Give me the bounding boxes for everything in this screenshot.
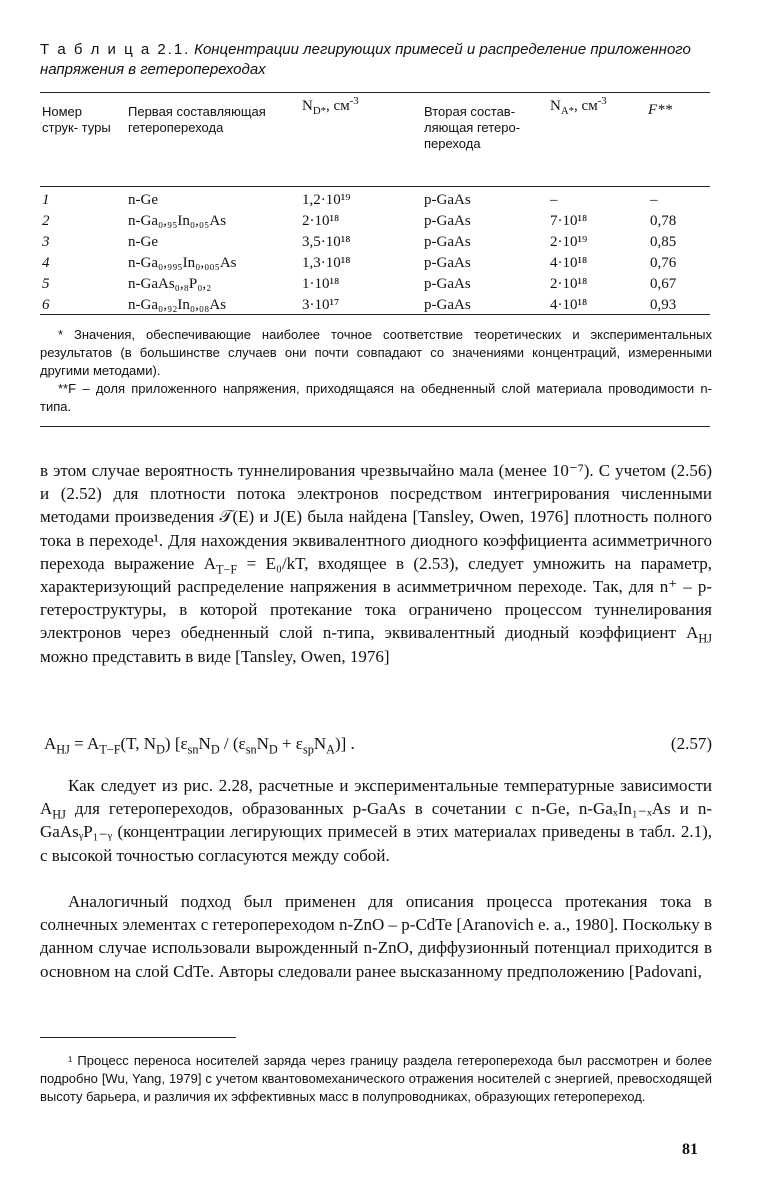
row-number: 4	[42, 255, 50, 271]
table-row	[40, 192, 710, 212]
row-na: –	[550, 192, 558, 208]
row-f: 0,76	[650, 255, 677, 271]
table-row	[40, 234, 710, 254]
row-second-component: p-GaAs	[424, 213, 471, 229]
header-na: $N_{A*}$, $см^{-3}$	[550, 95, 607, 117]
row-number: 6	[42, 297, 50, 313]
table-row	[40, 213, 710, 233]
row-nd: 3,5·10¹⁸	[302, 234, 351, 250]
row-second-component: p-GaAs	[424, 297, 471, 313]
header-nd: $N_{D*}$, $см^{-3}$	[302, 95, 359, 117]
row-f: 0,67	[650, 276, 677, 292]
row-first-component: n-Ge	[128, 234, 158, 250]
row-number: 3	[42, 234, 50, 250]
row-f: 0,78	[650, 213, 677, 229]
row-f: 0,85	[650, 234, 677, 250]
row-first-component: n-GaAs₀,₈P₀,₂	[128, 276, 212, 292]
page-footnote: ¹ Процесс переноса носителей заряда через границу раздела гетероперехода был рассмотрен и более подробно [Wu, Yang, 1979] с учетом квантовомеханического отражения носителей с энергией, превосходящей высоту барьера, и различия их эффективных масс в полупроводниках, образующих гетеропереход.	[40, 1053, 712, 1104]
row-second-component: p-GaAs	[424, 192, 471, 208]
row-na: 4·10¹⁸	[550, 255, 588, 271]
row-nd: 1,2·10¹⁹	[302, 192, 351, 208]
row-nd: 1·10¹⁸	[302, 276, 340, 292]
row-nd: 1,3·10¹⁸	[302, 255, 351, 271]
row-first-component: n-Ge	[128, 192, 158, 208]
table-label: Т а б л и ц а 2.1.	[40, 41, 191, 58]
body-paragraph-1: в этом случае вероятность туннелирования чрезвычайно мала (менее 10⁻⁷). С учетом (2.56) и (2.52) для плотности потока электронов посредством интегрирования численными методами произведения 𝒯(E) и J(E) была найдена [Tansley, Owen, 1976] плотность полного тока в переходе¹. Для нахождения эквивалентного диодного коэффициента асимметричного перехода выражение $A_{T-F} = E_0/kT$, входящее в (2.53), следует умножить на параметр, характеризующий распределение напряжения в асимметричном переходе. Так, для n⁺ – p-гетероструктуры, в которой протекание тока ограничено процессом туннелирования электронов через обедненный слой n-типа, эквивалентный диодный коэффициент $A_{HJ}$ можно представить в виде [Tansley, Owen, 1976]	[40, 461, 712, 666]
table-note-2: **F – доля приложенного напряжения, приходящаяся на обедненный слой материала проводимости n-типа.	[40, 381, 712, 414]
table-header-rule	[40, 186, 710, 187]
row-first-component: n-Ga₀,₉₂In₀,₀₈As	[128, 297, 227, 313]
notes-bottom-rule	[40, 426, 710, 427]
equation-2-57	[44, 734, 712, 757]
row-na: 7·10¹⁸	[550, 213, 588, 229]
row-first-component: n-Ga₀,₉₉₅In₀,₀₀₅As	[128, 255, 237, 271]
row-second-component: p-GaAs	[424, 276, 471, 292]
row-second-component: p-GaAs	[424, 234, 471, 250]
header-f: F**	[648, 102, 673, 118]
row-na: 2·10¹⁹	[550, 234, 588, 250]
footnote-rule	[40, 1037, 236, 1038]
header-first: Первая составляющая гетероперехода	[128, 104, 266, 135]
page-number: 81	[682, 1141, 698, 1158]
table-notes	[40, 326, 712, 416]
header-second: Вторая состав- ляющая гетеро- перехода	[424, 104, 521, 151]
row-number: 2	[42, 213, 50, 229]
header-number: Номер струк- туры	[42, 104, 111, 135]
row-number: 1	[42, 192, 50, 208]
row-nd: 3·10¹⁷	[302, 297, 340, 313]
row-na: 4·10¹⁸	[550, 297, 588, 313]
equation-formula: $A_{HJ} = A_{T-F}(T$, $N_D$) $[\varepsilon_{sn}N_D / (\varepsilon_{sn}N_D + \varepsilon_{sp}N_A)]$ .	[44, 734, 355, 757]
table-row	[40, 255, 710, 275]
row-first-component: n-Ga₀,₉₅In₀,₀₅As	[128, 213, 227, 229]
table-caption-text: Концентрации легирующих примесей и распределение приложенного напряжения в гетеропереходах	[40, 41, 691, 78]
table-row	[40, 276, 710, 296]
table-note-1: * Значения, обеспечивающие наиболее точное соответствие теоретических и экспериментальных результатов (в большинстве случаев они почти совпадают со значениями концентраций, измеренными другими методами).	[40, 327, 712, 378]
row-second-component: p-GaAs	[424, 255, 471, 271]
table-top-rule	[40, 92, 710, 93]
body-paragraph-3: Аналогичный подход был применен для описания процесса протекания тока в солнечных элементах с гетеропереходом n-ZnO – p-CdTe [Aranovich e. a., 1980]. Поскольку в данном случае использовали вырожденный n-ZnO, диффузионный потенциал приходится в основном на слой CdTe. Авторы следовали ранее высказанному предположению [Padovani,	[40, 892, 712, 981]
row-nd: 2·10¹⁸	[302, 213, 340, 229]
table-bottom-rule	[40, 314, 710, 315]
row-f: –	[650, 192, 658, 208]
row-number: 5	[42, 276, 50, 292]
row-f: 0,93	[650, 297, 677, 313]
table-caption	[40, 40, 730, 80]
body-paragraph-2: Как следует из рис. 2.28, расчетные и экспериментальные температурные зависимости $A_{HJ}$ для гетеропереходов, образованных p-GaAs в сочетании с n-Ge, n-GaₓIn₁₋ₓAs и n-GaAsᵧP₁₋ᵧ (концентрации легирующих примесей в этих материалах приведены в табл. 2.1), с высокой точностью согласуются между собой.	[40, 776, 712, 865]
row-na: 2·10¹⁸	[550, 276, 588, 292]
equation-number: (2.57)	[670, 734, 712, 753]
